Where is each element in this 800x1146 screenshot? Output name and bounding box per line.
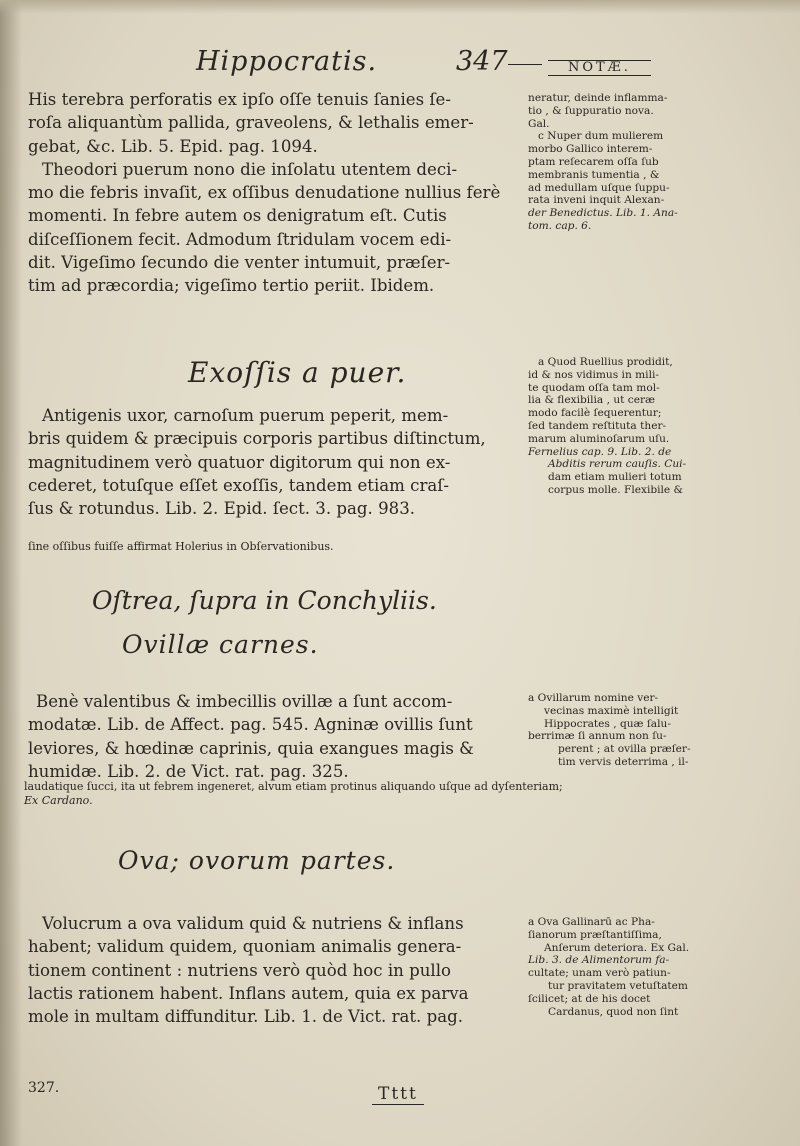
note-line: der Benedictus. Lib. 1. Ana- [528, 207, 678, 220]
note-line: Lib. 3. de Alimentorum fa- [528, 954, 670, 967]
text-line: leviores, & hœdinæ caprinis, quia exangues magis & [28, 738, 474, 758]
text-line: cederet, totuſque eſſet exoſſis, tandem etiam craſ- [28, 475, 450, 495]
text-line: Benè valentibus & imbecillis ovillæ a ſunt accom- [36, 692, 453, 711]
text-line: mo die febris invaſit, ex oſſibus denudatione nullius ferè [28, 183, 501, 203]
note-line: modo facilè ſequerentur; [528, 407, 662, 420]
note-line: id & nos vidimus in mili- [528, 368, 659, 381]
note-line: marum aluminoſarum uſu. [528, 432, 670, 445]
page-number: 347 [456, 46, 508, 77]
section-4-notes [528, 916, 790, 1018]
note-line: corpus molle. Flexibile & [548, 483, 683, 496]
note-continuation [24, 780, 563, 808]
text-line: habent; validum quidem, quoniam animalis genera- [28, 937, 462, 957]
running-head-title: Hippocratis. [196, 46, 378, 77]
note-line: te quodam oſſa tam mol- [528, 381, 660, 394]
text-line: diſceſſionem fecit. Admodum ſtridulam vocem edi- [28, 229, 452, 249]
note-line: vecinas maximè intelligit [544, 704, 679, 717]
note-line: tur pravitatem vetuſtatem [548, 979, 688, 992]
section-1-notes [528, 92, 790, 233]
note-line: Anſerum deteriora. Ex Gal. [544, 941, 690, 954]
note-line: a Ovillarum nomine ver- [528, 692, 659, 704]
section-3-notes [528, 692, 790, 769]
text-line: roſa aliquantùm pallida, graveolens, & lethalis emer- [28, 113, 474, 133]
note-line: neratur, deinde inflamma- [528, 92, 668, 104]
note-line: tom. cap. 6. [528, 219, 592, 232]
text-line: ſus & rotundus. Lib. 2. Epid. ſect. 3. pag. 983. [28, 499, 416, 519]
text-line: Antigenis uxor, carnoſum puerum peperit, mem- [42, 406, 449, 425]
text-line: gebat, &c. Lib. 5. Epid. pag. 1094. [28, 136, 318, 156]
section-1-body [28, 88, 512, 298]
section-heading: Ova; ovorum partes. [118, 846, 396, 875]
notes-label: NOTÆ. [548, 60, 651, 76]
note-line: lia & flexibilia , ut ceræ [528, 394, 655, 407]
note-line: Gal. [528, 117, 550, 130]
note-line: Cardanus, quod non ſint [548, 1005, 679, 1018]
text-line: Theodori puerum nono die inſolatu utentem deci- [42, 159, 458, 179]
note-line: a Quod Ruellius prodidit, [538, 356, 673, 368]
note-line: Abditis rerum cauſis. Cui- [548, 458, 687, 471]
section-4-body [28, 912, 512, 1028]
binding-shadow [0, 0, 22, 1146]
section-2-body [28, 404, 512, 520]
note-line: a Ova Gallinarū ac Pha- [528, 916, 655, 928]
note-line: morbo Gallico interem- [528, 143, 653, 156]
note-line: tio , & ſuppuratio nova. [528, 104, 654, 117]
note-line: ſed tandem reſtituta ther- [528, 419, 667, 432]
section-3-body [28, 690, 512, 783]
note-line: Fernelius cap. 9. Lib. 2. de [528, 445, 672, 458]
note-line: c Nuper dum mulierem [538, 130, 664, 143]
note-line: rata inveni inquit Alexan- [528, 194, 665, 207]
text-line: mole in multam diffunditur. Lib. 1. de Vict. rat. pag. [28, 1007, 464, 1027]
section-heading: Exoſſis a puer. [188, 356, 407, 389]
note-line: membranis tumentia , & [528, 168, 660, 181]
section-2-notes [528, 356, 790, 497]
note-line: laudatique ſucci, ita ut febrem ingeneret, alvum etiam protinus aliquando uſque ad dyſenteriam; [24, 780, 563, 793]
note-line: berrimæ ſi annum non ſu- [528, 730, 667, 743]
text-line: modatæ. Lib. de Affect. pag. 545. Agninæ ovillis ſunt [28, 715, 473, 735]
text-line: tim ad præcordia; vigeſimo tertio periit. Ibidem. [28, 276, 435, 296]
note-line: dam etiam mulieri totum [548, 471, 682, 484]
signature-mark: Tttt [372, 1084, 424, 1105]
cross-reference-heading [92, 586, 437, 615]
text-line: bris quidem & præcipuis corporis partibus diſtinctum, [28, 429, 486, 449]
text-line: tionem continent : nutriens verò quòd hoc in pullo [28, 960, 452, 980]
text-line: humidæ. Lib. 2. de Vict. rat. pag. 325. [28, 761, 349, 781]
note-line: ad medullam uſque ſuppu- [528, 181, 670, 194]
heading-word: Oſtrea, [92, 586, 182, 615]
top-edge-shadow [0, 0, 800, 14]
text-line: His terebra perforatis ex ipſo oſſe tenuis ſanies ſe- [28, 90, 451, 109]
note-line: perent ; at ovilla præſer- [558, 743, 691, 756]
text-line: Volucrum a ova validum quid & nutriens & inflans [42, 914, 464, 933]
note-line: cultate; unam verò patiun- [528, 967, 671, 980]
text-line: magnitudinem verò quatuor digitorum qui non ex- [28, 452, 451, 472]
note-line: ſianorum præſtantiſſima, [528, 928, 662, 941]
note-continuation: ſine oſſibus fuiſſe affirmat Holerius in Obſervationibus. [28, 540, 334, 553]
note-line: ptam reſecarem oſſa ſub [528, 155, 659, 168]
header-rule [508, 64, 542, 65]
note-line: ſcilicet; at de his docet [528, 992, 651, 1005]
text-line: momenti. In febre autem os denigratum eſt. Cutis [28, 206, 447, 226]
section-heading: Ovillæ carnes. [122, 630, 319, 659]
catchword: 327. [28, 1080, 60, 1096]
heading-rest: ſupra in Conchyliis. [181, 586, 437, 615]
note-line: Hippocrates , quæ ſalu- [544, 717, 671, 730]
text-line: dit. Vigeſimo ſecundo die venter intumuit, præſer- [28, 253, 451, 273]
note-line: Ex Cardano. [24, 794, 93, 807]
note-line: tim vervis deterrima , il- [558, 755, 689, 768]
text-line: lactis rationem habent. Inflans autem, quia ex parva [28, 983, 469, 1003]
